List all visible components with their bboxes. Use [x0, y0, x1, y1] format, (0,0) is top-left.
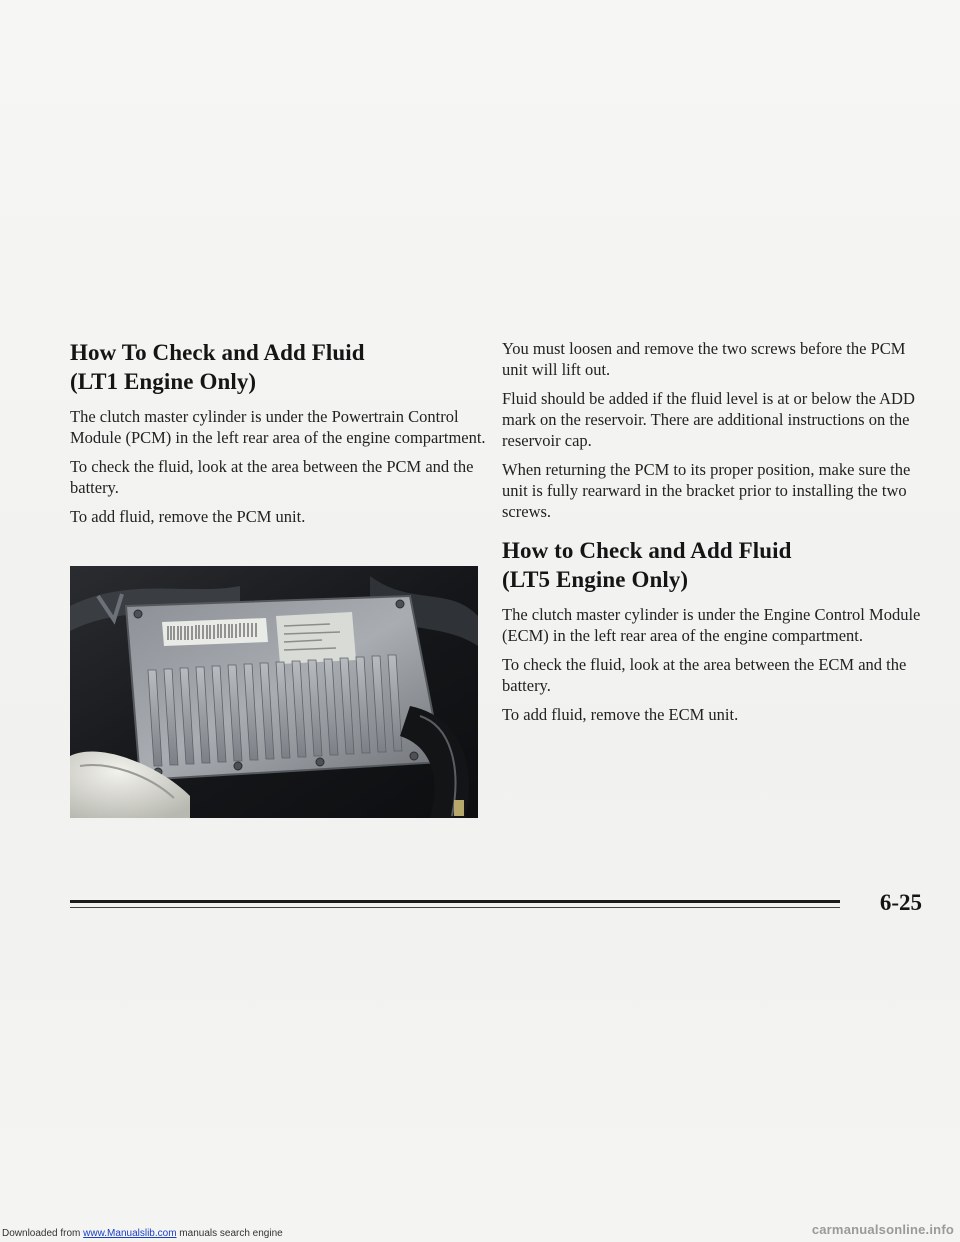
paragraph: To check the fluid, look at the area between the PCM and the battery. — [70, 457, 474, 497]
manualslib-link[interactable]: www.Manualslib.com — [83, 1228, 177, 1239]
pcm-photo-graphic — [70, 566, 478, 818]
paragraph: The clutch master cylinder is under the Engine Control Module (ECM) in the left rear area of the engine compartment. — [502, 605, 921, 645]
paragraph: To add fluid, remove the ECM unit. — [502, 705, 739, 724]
paragraph: To check the fluid, look at the area between the ECM and the battery. — [502, 655, 907, 695]
paragraph: When returning the PCM to its proper position, make sure the unit is fully rearward in the bracket prior to installing the two screws. — [502, 460, 911, 521]
page-number: 6-25 — [879, 890, 922, 915]
pcm-photo — [70, 566, 478, 818]
paragraph: To add fluid, remove the PCM unit. — [70, 507, 306, 526]
heading-line: How to Check and Add Fluid — [502, 538, 792, 563]
paragraph: You must loosen and remove the two screws before the PCM unit will lift out. — [502, 339, 906, 379]
heading-line: (LT1 Engine Only) — [70, 369, 257, 394]
paragraph: Fluid should be added if the fluid level is at or below the ADD mark on the reservoir. There are additional instructions on the reservoir cap. — [502, 389, 915, 450]
banner-suffix: manuals search engine — [176, 1228, 283, 1239]
section-heading-lt1 — [70, 338, 490, 396]
heading-line: How To Check and Add Fluid — [70, 340, 365, 365]
watermark: carmanualsonline.info — [811, 1222, 954, 1237]
heading-line: (LT5 Engine Only) — [502, 567, 689, 592]
section-heading-lt5 — [502, 536, 922, 594]
banner-prefix: Downloaded from — [2, 1228, 84, 1239]
footer-rule-thin — [70, 907, 840, 908]
download-banner — [2, 1228, 283, 1239]
left-column — [70, 338, 490, 527]
paragraph: The clutch master cylinder is under the Powertrain Control Module (PCM) in the left rear area of the engine compartment. — [70, 407, 486, 447]
right-column — [502, 338, 922, 725]
footer-rule — [70, 900, 840, 903]
